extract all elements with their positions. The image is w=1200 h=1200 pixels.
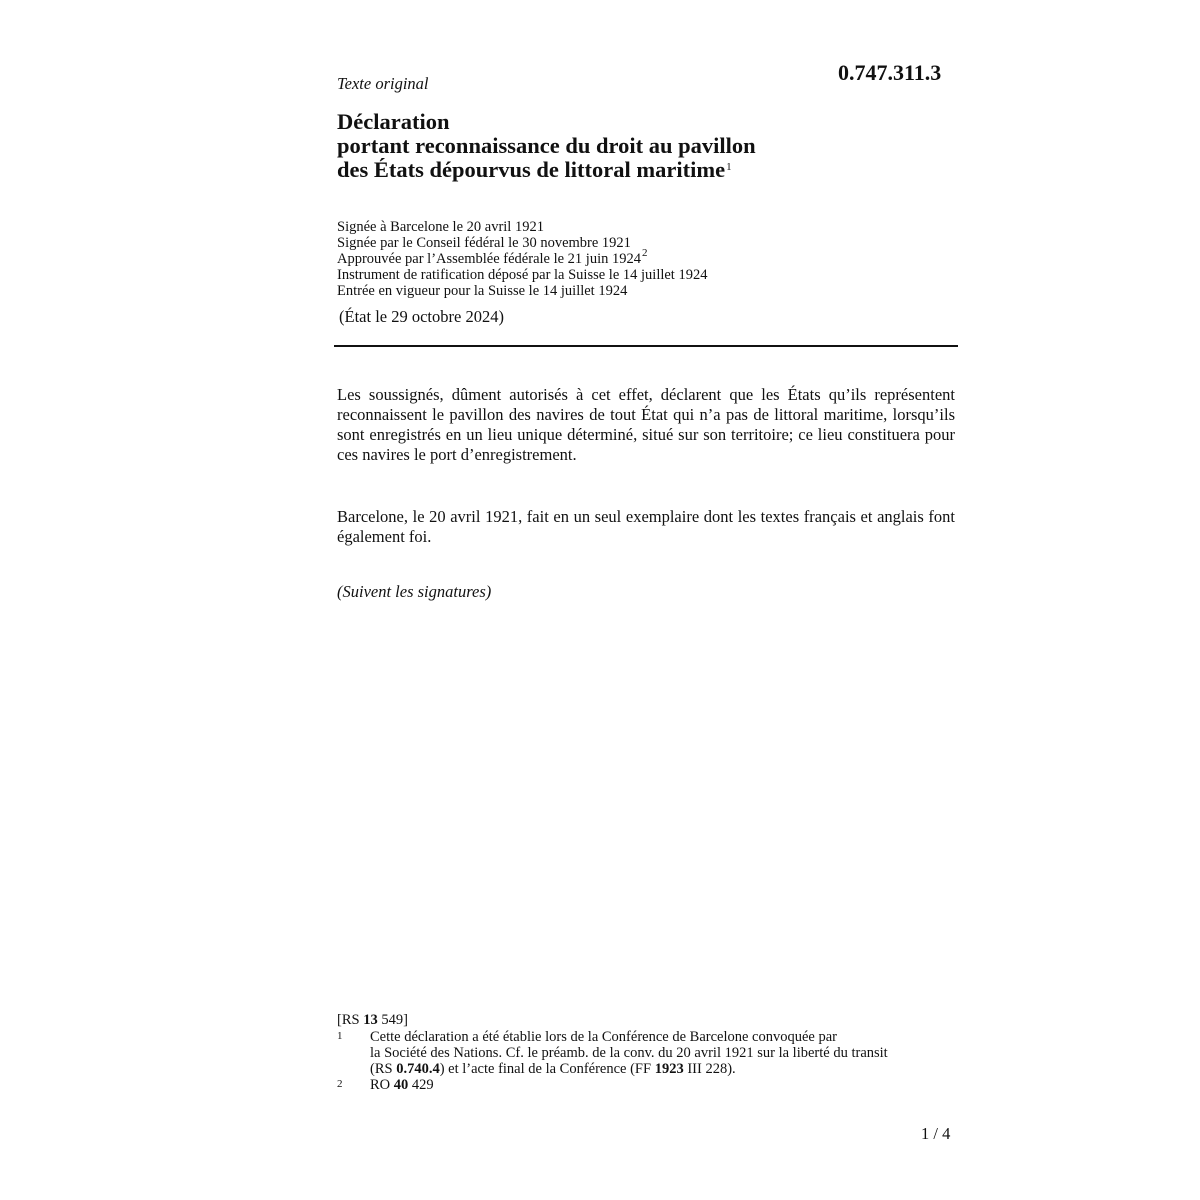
footnote-2-number: 2 xyxy=(337,1078,343,1090)
rs-reference xyxy=(337,1012,888,1028)
declaration-paragraph: Les soussignés, dûment autorisés à cet effet, déclarent que les États qu’ils représentent reconnaissent le pavillon des navires de tout État qui n’a pas de littoral maritime, lorsqu’ils sont enregistrés en un lieu unique déterminé, situé sur son territoire; ce lieu constituera pour ces navires le port d’enregistrement. xyxy=(337,385,955,464)
fn1-line3-b: ) et l’acte final de la Conférence (FF xyxy=(439,1061,655,1077)
footnote-ref-2[interactable]: 2 xyxy=(642,247,648,259)
footnote-ref-1[interactable]: 1 xyxy=(726,161,732,173)
ratification-line: Instrument de ratification déposé par la Suisse le 14 juillet 1924 xyxy=(337,267,708,283)
signed-federal-council-line: Signée par le Conseil fédéral le 30 novembre 1921 xyxy=(337,235,631,251)
footnote-1 xyxy=(337,1029,888,1077)
fn1-line3-c: III 228). xyxy=(683,1061,736,1077)
rs-volume: 13 xyxy=(363,1012,378,1028)
signed-barcelona-line: Signée à Barcelone le 20 avril 1921 xyxy=(337,219,544,235)
ro-prefix: RO xyxy=(370,1077,394,1093)
footnote-2 xyxy=(337,1077,888,1093)
barcelone-paragraph: Barcelone, le 20 avril 1921, fait en un seul exemplaire dont les textes français et anglais font également foi. xyxy=(337,507,955,546)
title-line-3-text: des États dépourvus de littoral maritime xyxy=(337,157,726,182)
title-line-1: Déclaration xyxy=(337,109,450,134)
fn1-ff-year: 1923 xyxy=(654,1061,684,1077)
signatures-note: (Suivent les signatures) xyxy=(337,582,492,601)
fn1-line3-a: (RS xyxy=(370,1061,397,1077)
footnote-1-text xyxy=(370,1029,888,1077)
document-number: 0.747.311.3 xyxy=(838,60,942,85)
header-divider xyxy=(334,345,958,347)
footnote-1-line-3 xyxy=(370,1061,888,1077)
fn1-rs-link[interactable]: 0.740.4 xyxy=(396,1061,440,1077)
title-line-2: portant reconnaissance du droit au pavillon xyxy=(337,133,756,158)
footnote-1-number: 1 xyxy=(337,1030,343,1042)
dates-block xyxy=(337,219,707,299)
rs-close: 549] xyxy=(377,1012,408,1028)
approved-text: Approuvée par l’Assemblée fédérale le 21 juin 1924 xyxy=(337,251,641,267)
footnote-1-line-2: la Société des Nations. Cf. le préamb. de la conv. du 20 avril 1921 sur la liberté du transit xyxy=(370,1045,888,1061)
entry-into-force-line: Entrée en vigueur pour la Suisse le 14 juillet 1924 xyxy=(337,283,628,299)
page-number: 1 / 4 xyxy=(921,1124,951,1143)
document-title xyxy=(337,110,756,182)
ro-page: 429 xyxy=(408,1077,434,1093)
status-date: (État le 29 octobre 2024) xyxy=(339,307,504,326)
title-line-3 xyxy=(337,158,756,182)
footnote-2-text xyxy=(370,1077,434,1093)
rs-open: [RS xyxy=(337,1012,364,1028)
ro-volume: 40 xyxy=(393,1077,409,1093)
approved-federal-assembly-line xyxy=(337,247,707,267)
original-text-label: Texte original xyxy=(337,74,429,93)
footnote-1-line-1: Cette déclaration a été établie lors de la Conférence de Barcelone convoquée par xyxy=(370,1029,837,1045)
footnotes xyxy=(337,1012,888,1093)
